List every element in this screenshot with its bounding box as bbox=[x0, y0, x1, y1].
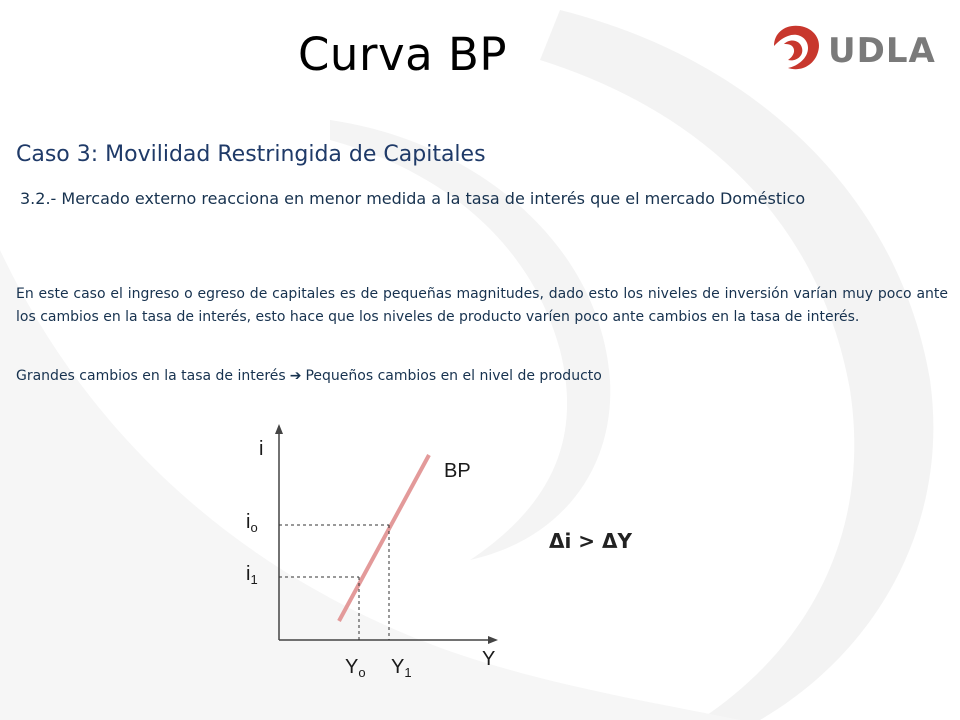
i1-label: $i_1$ bbox=[246, 563, 258, 587]
paragraph-explanation: En este caso el ingreso o egreso de capitales es de pequeñas magnitudes, dado esto los niveles de inversión varían muy poco ante los cambios en la tasa de interés, esto hace que los niveles de producto varíen poco ante cambios en la tasa de interés. bbox=[16, 286, 948, 325]
y-axis-label: i bbox=[259, 438, 264, 460]
y-axis-arrowhead bbox=[275, 424, 283, 434]
paragraph-3-2-text: 3.2.- Mercado externo reacciona en menor medida a la tasa de interés que el mercado Doméstico bbox=[20, 189, 806, 208]
bp-curve bbox=[339, 455, 429, 621]
x-axis-arrowhead bbox=[488, 636, 498, 644]
logo-text: UDLA bbox=[828, 31, 936, 71]
bp-curve-label: BP bbox=[444, 460, 471, 482]
conclusion-left: Grandes cambios en la tasa de interés bbox=[16, 368, 286, 384]
y1-label: $Y_1$ bbox=[391, 656, 412, 680]
x-axis-label: Y bbox=[482, 648, 496, 670]
y0-label: $Y_o$ bbox=[345, 656, 366, 680]
i0-label: $i_o$ bbox=[246, 511, 258, 535]
slide-subtitle: Caso 3: Movilidad Restringida de Capitales bbox=[16, 142, 486, 167]
slide-title: Curva BP bbox=[298, 28, 507, 81]
right-arrow-icon: ➔ bbox=[289, 368, 302, 384]
delta-relation: Δi > ΔY bbox=[549, 529, 632, 553]
conclusion-right: Pequeños cambios en el nivel de producto bbox=[305, 368, 602, 384]
